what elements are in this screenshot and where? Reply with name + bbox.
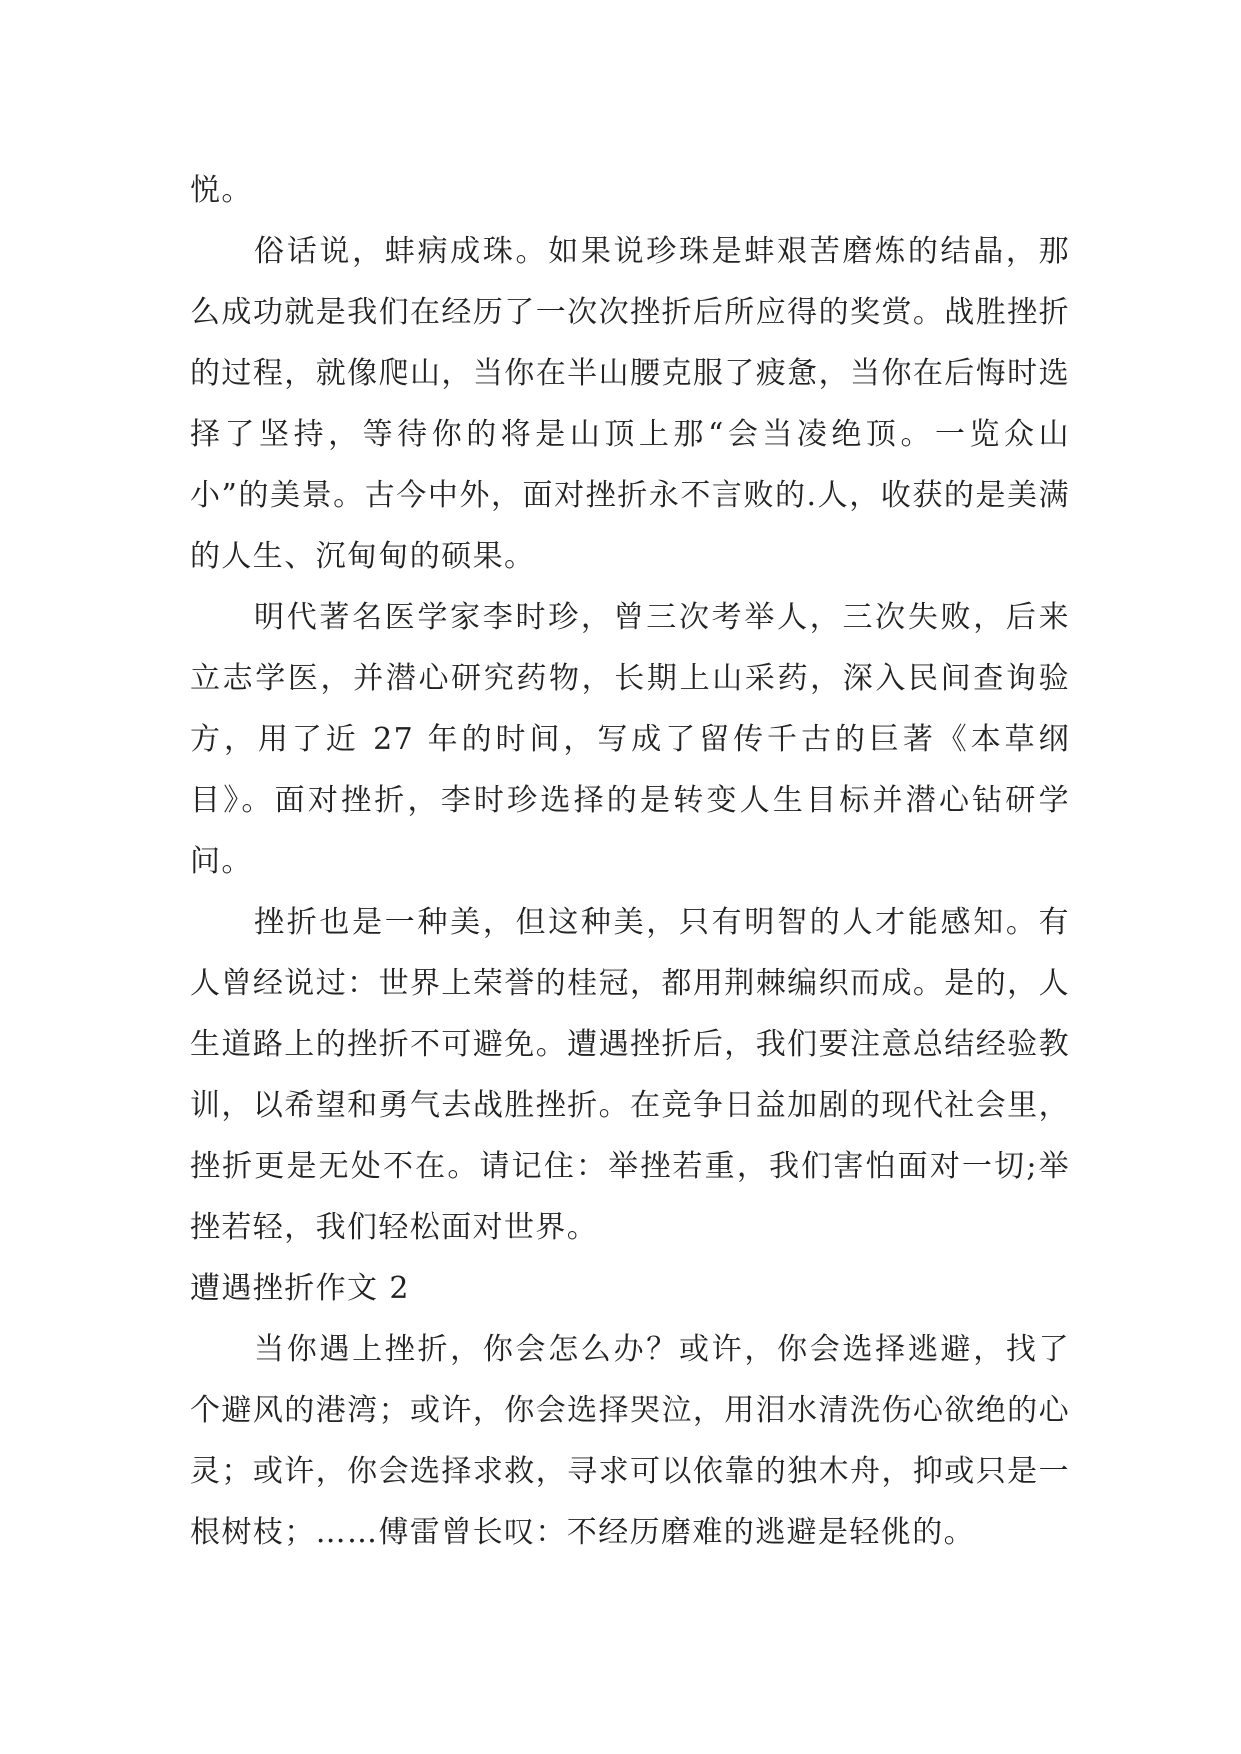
paragraph-li-shizhen: 明代著名医学家李时珍，曾三次考举人，三次失败，后来立志学医，并潜心研究药物，长期上山采药，深入民间查询验方，用了近 27 年的时间，写成了留传千古的巨著《本草纲目》。面对挫折，李时珍选择的是转变人生目标并潜心钻研学问。 — [190, 600, 1070, 879]
paragraph-beauty-of-setback: 挫折也是一种美，但这种美，只有明智的人才能感知。有人曾经说过：世界上荣誉的桂冠，都用荆棘编织而成。是的，人生道路上的挫折不可避免。遭遇挫折后，我们要注意总结经验教训，以希望和勇气去战胜挫折。在竞争日益加剧的现代社会里，挫折更是无处不在。请记住：举挫若重，我们害怕面对一切;举挫若轻，我们轻松面对世界。 — [190, 905, 1070, 1245]
paragraph-facing-setback: 当你遇上挫折，你会怎么办？或许，你会选择逃避，找了个避风的港湾；或许，你会选择哭泣，用泪水清洗伤心欲绝的心灵；或许，你会选择求救，寻求可以依靠的独木舟，抑或只是一根树枝；……傅雷曾长叹：不经历磨难的逃避是轻佻的。 — [190, 1332, 1070, 1550]
section-title: 遭遇挫折作文 2 — [190, 1271, 410, 1306]
paragraph-continuation: 悦。 — [190, 173, 253, 208]
document-body — [190, 160, 1070, 1563]
paragraph-pearl: 俗话说，蚌病成珠。如果说珍珠是蚌艰苦磨炼的结晶，那么成功就是我们在经历了一次次挫折后所应得的奖赏。战胜挫折的过程，就像爬山，当你在半山腰克服了疲惫，当你在后悔时选择了坚持，等待你的将是山顶上那“会当凌绝顶。一览众山小”的美景。古今中外，面对挫折永不言败的.人，收获的是美满的人生、沉甸甸的硕果。 — [190, 234, 1070, 574]
